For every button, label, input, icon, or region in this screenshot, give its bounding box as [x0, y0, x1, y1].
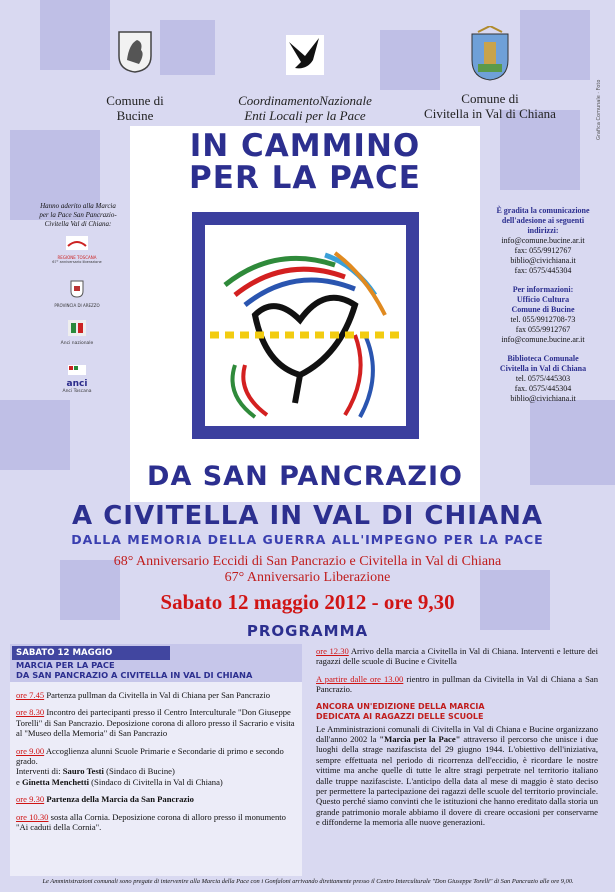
adherent-anci-toscana: [45, 362, 109, 395]
contact-fax-1: fax: 055/9912767: [514, 246, 572, 255]
office-fax: fax 055/9912767: [515, 325, 571, 334]
coordinamento-label-2: Enti Locali per la Pace: [244, 108, 366, 123]
program-item-time: ore 8.30: [16, 707, 45, 718]
program-speakers: [16, 766, 298, 787]
anci-toscana-label: Anci Toscana: [62, 389, 92, 394]
office-tel: tel. 055/9912708-73: [510, 315, 576, 324]
bg-square: [530, 400, 615, 485]
programma-heading: PROGRAMMA: [246, 622, 369, 640]
emblem-inner: [205, 225, 406, 426]
anniversary-line-2: 67° Anniversario Liberazione: [224, 570, 391, 585]
library-tel: tel. 0575/445303: [515, 374, 571, 383]
speaker-2-name: Ginetta Menchetti: [21, 776, 90, 787]
adherent-regione: [45, 236, 109, 264]
program-item-time: ore 7.45: [16, 690, 45, 700]
speaker-2-pre: e: [16, 776, 22, 787]
program-right-list: [316, 646, 598, 835]
program-item-text: Incontro dei partecipanti presso il Centro Interculturale "Don Giuseppe Torelli" di San Pancrazio. Deposizione corona di alloro presso il Sacrario e visita al "Museo della Memoria" di San Pancrazio: [16, 707, 295, 739]
edition-body-1: Le Amministrazioni comunali di Civitella in Val di Chiana e Bucine organizzano dall'anno 2002 la: [316, 723, 598, 745]
contact-email-2: biblio@civichiana.it: [510, 256, 576, 265]
bucine-crest-icon: [115, 30, 155, 74]
civitella-label-1: Comune di: [461, 91, 519, 106]
anniversary-line-1: 68° Anniversario Eccidi di San Pancrazio e Civitella in Val di Chiana: [113, 554, 502, 569]
coordinamento-label-1: CoordinamentoNazionale: [238, 93, 372, 108]
adherent-provincia: [45, 280, 109, 308]
anniversary: [40, 554, 575, 586]
edition-body-bold: "Marcia per la Pace": [379, 734, 461, 745]
edition-title: ANCORA UN'EDIZIONE DELLA MARCIA: [316, 701, 485, 711]
bg-square: [500, 110, 580, 190]
program-event-header: [16, 660, 300, 680]
library-line-2: Civitella in Val di Chiana: [499, 364, 587, 373]
program-item-text: Arrivo della marcia a Civitella in Val di Chiana. Interventi e letture dei ragazzi delle scuole di Bucine e Civitella: [316, 646, 598, 667]
title-line-2: PER LA PACE: [189, 160, 421, 196]
speaker-1-name: Sauro Testi: [62, 766, 104, 777]
program-left-list: [16, 690, 298, 839]
info-title: Per informazioni:: [512, 285, 574, 294]
program-item: [16, 812, 298, 833]
edition-sub: DEDICATA AI RAGAZZI DELLE SCUOLE: [316, 711, 484, 721]
program-item-time: ore 9.30: [16, 794, 45, 805]
civitella-crest-icon: [468, 26, 512, 82]
title-line-1: IN CAMMINO: [189, 128, 421, 164]
dove-icon: [285, 34, 325, 76]
program-event-sub: DA SAN PANCRAZIO A CIVITELLA IN VAL DI CHIANA: [16, 670, 253, 680]
program-day: SABATO 12 MAGGIO: [12, 646, 170, 660]
bucine-label-2: Bucine: [116, 108, 154, 123]
program-item-time: ore 9.00: [16, 745, 45, 756]
emblem-frame: [192, 212, 419, 439]
adherents-intro: Hanno aderito alla Marcia per la Pace San Pancrazio-Civitella Val di Chiana:: [39, 202, 117, 228]
regione-label: 67° anniversario liberazione: [52, 260, 102, 264]
program-item: [16, 794, 298, 804]
regione-toscana-logo-icon: [66, 236, 88, 250]
program-item-text: Partenza pullman da Civitella in Val di Chiana per San Pancrazio: [44, 690, 271, 700]
date-line: Sabato 12 maggio 2012 - ore 9,30: [160, 590, 455, 614]
bucine-label-1: Comune di: [106, 93, 164, 108]
contact-email-1: info@comune.bucine.ar.it: [501, 236, 585, 245]
program-item: [316, 646, 598, 667]
speakers-intro: Interventi di:: [16, 766, 63, 777]
library-line-1: Biblioteca Comunale: [507, 354, 579, 363]
anci-toscana-logo-text: anci: [66, 379, 88, 389]
subtitle-line-1: DA SAN PANCRAZIO: [147, 461, 463, 492]
anci-nazionale-label: Anci nazionale: [60, 341, 94, 346]
contact-fax-2: fax: 0575/445304: [514, 266, 572, 275]
program-item: [16, 707, 298, 738]
program-item-time: ore 10.30: [16, 811, 49, 822]
regione-logo-text: REGIONE TOSCANA: [57, 255, 97, 260]
edition-body-2: attraverso il percorso che unisce i due luoghi della strage nazifascista del 29 giugno 1944. L'obiettivo dell'iniziativa, sempre effettuata nel periodo di ricorrenza dell'eccidio, è ricordare le nostre vittime ma anche quelle di tutte le altre stragi perpetrate nel territorio italiano dalle truppe nazifasciste. L'anticipo della data al mese di maggio è stato deciso per permettere la partecipazione dei ragazzi delle scuole del territorio provinciale. Questo perché siamo convinti che le istituzioni che hanno ereditato dalla storia un grande patrimonio morale abbiamo il dovere di creare occasioni per conservarne e diffonderne la memoria alle nuove generazioni.: [316, 734, 598, 828]
title: [130, 130, 480, 194]
subtitle-line-2: A CIVITELLA IN VAL DI CHIANA: [72, 501, 543, 531]
library-fax: fax. 0575/445304: [514, 384, 572, 393]
office-email: info@comune.bucine.ar.it: [501, 335, 585, 344]
peace-dove-emblem-icon: [205, 225, 406, 426]
program-item-time: A partire dalle ore 13.00: [316, 673, 404, 684]
speaker-1-role: (Sindaco di Bucine): [103, 766, 175, 777]
footer-note: Le Amministrazioni comunali sono pregate di intervenire alla Marcia della Pace con i Gonfaloni arrivando direttamente presso il Centro Interculturale "Don Giuseppe Torelli" di San Pancrazio alle ore 9,00.: [42, 878, 574, 885]
program-event-title: MARCIA PER LA PACE: [16, 660, 115, 670]
provincia-label: PROVINCIA DI AREZZO: [54, 303, 100, 308]
logo-coordinamento: [225, 34, 385, 123]
civitella-label-2: Civitella in Val di Chiana: [424, 106, 556, 121]
contact-info: [487, 206, 599, 404]
logo-civitella: [410, 26, 570, 121]
program-item-text: Accoglienza alunni Scuole Primarie e Secondarie di primo e secondo grado.: [16, 745, 284, 767]
office-line-2: Comune di Bucine: [511, 305, 575, 314]
program-item-text: sosta alla Cornia. Deposizione corona di alloro presso il monumento "Ai caduti della Cornia".: [16, 811, 286, 833]
logo-bucine: [95, 30, 175, 123]
program-item: [16, 690, 298, 700]
program-item-time: ore 12.30: [316, 646, 349, 656]
anci-toscana-logo-icon: [68, 365, 86, 375]
speaker-2-role: (Sindaco di Civitella in Val di Chiana): [89, 776, 223, 787]
subtitle-line-3: DALLA MEMORIA DELLA GUERRA ALL'IMPEGNO PER LA PACE: [71, 532, 544, 547]
anci-nazionale-logo-icon: [68, 320, 86, 336]
program-item-text: Partenza della Marcia da San Pancrazio: [44, 794, 194, 805]
program-item: [316, 674, 598, 695]
vertical-credit: Grafica Comunale · Foto: [596, 79, 602, 140]
program-item: [16, 746, 298, 767]
library-email: biblio@civichiana.it: [510, 394, 576, 403]
program-item-text: rientro in pullman da Civitella in Val di Chiana a San Pancrazio.: [316, 673, 598, 695]
adherent-anci-nazionale: [45, 320, 109, 346]
edition-body: [316, 724, 598, 828]
provincia-crest-icon: [70, 280, 84, 298]
contact-line-1: È gradita la comunicazione: [496, 206, 590, 215]
bg-square: [0, 400, 70, 470]
office-line-1: Ufficio Cultura: [516, 295, 570, 304]
contact-line-2: dell'adesione ai seguenti indirizzi:: [501, 216, 585, 235]
